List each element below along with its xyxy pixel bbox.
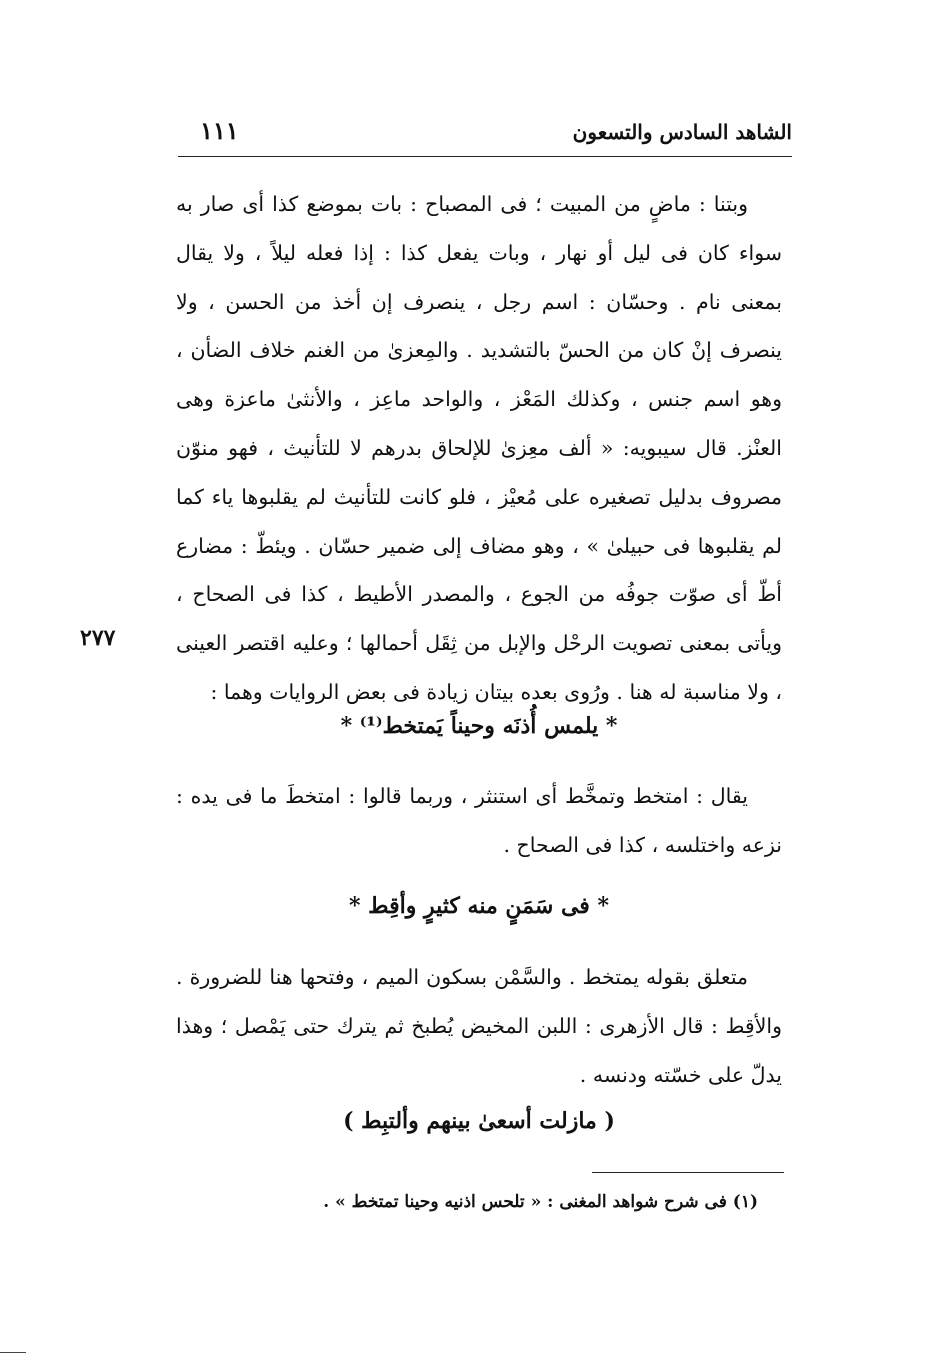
page-header (178, 112, 792, 157)
scan-edge-mark (0, 1352, 26, 1353)
verse-line-1: * يلمس أُذنَه وحيناً يَمتخط⁽¹⁾ * (340, 713, 618, 739)
main-text-2 (176, 772, 782, 870)
paragraph-commentary: وبتنا : ماضٍ من المبيت ؛ فى المصباح : بات بموضع كذا أى صار به سواء كان فى ليل أو نهار ، وبات يفعل كذا : إذا فعله ليلاً ، ولا يقال بمعنى نام . وحسّان : اسم رجل ، ينصرف إن أخذ من الحسن ، ولا ينصرف إنْ كان من الحسّ بالتشديد . والمِعزىٰ من الغنم خلاف الضأن ، وهو اسم جنس ، وكذلك المَعْز ، والواحد ماعِز ، والأنثىٰ ماعزة وهى العنْز. قال سيبويه: « ألف معِزىٰ للإلحاق بدرهم لا للتأنيث ، فهو منوّن مصروف بدليل تصغيره على مُعيْز ، فلو كانت للتأنيث لم يقلبوها ياء كما لم يقلبوها فى حبيلىٰ » ، وهو مضاف إلى ضمير حسّان . ويئطّ : مضارع أطّ أى صوّت جوفُه من الجوع ، والمصدر الأطيط ، كذا فى الصحاح ، ويأتى بمعنى تصويت الرحْل والإبل من ثِقَل أحمالها ؛ وعليه اقتصر العينى ، ولا مناسبة له هنا . ورُوى بعده بيتان زيادة فى بعض الروايات وهما : (176, 192, 782, 704)
footnote: (١) فى شرح شواهد المغنى : « تلحس اذنيه وحينا تمتخط » . (323, 1192, 758, 1212)
margin-number: ٢٧٧ (80, 625, 116, 651)
main-text (176, 180, 782, 717)
verse-line-3: ( مازلت أسعىٰ بينهم وألتبِط ) (343, 1108, 615, 1134)
page-number: ١١١ (200, 116, 239, 145)
paragraph-imtakhat: يقال : امتخط وتمخَّط أى استنثر ، وربما قالوا : امتخطَ ما فى يده : نزعه واختلسه ، كذا فى الصحاح . (176, 784, 782, 857)
verse-line-2: * فى سَمَنٍ منه كثيرٍ وأقِط * (349, 893, 609, 919)
footnote-divider (592, 1172, 784, 1173)
paragraph-aqit: متعلق بقوله يمتخط . والسَّمْن بسكون الميم ، وفتحها هنا للضرورة . والأقِط : قال الأزهرى : اللبن المخيض يُطبخ ثم يترك حتى يَمْصل ؛ وهذا يدلّ على خسّته ودنسه . (176, 965, 782, 1087)
main-text-3 (176, 953, 782, 1099)
running-title: الشاهد السادس والتسعون (572, 120, 792, 144)
